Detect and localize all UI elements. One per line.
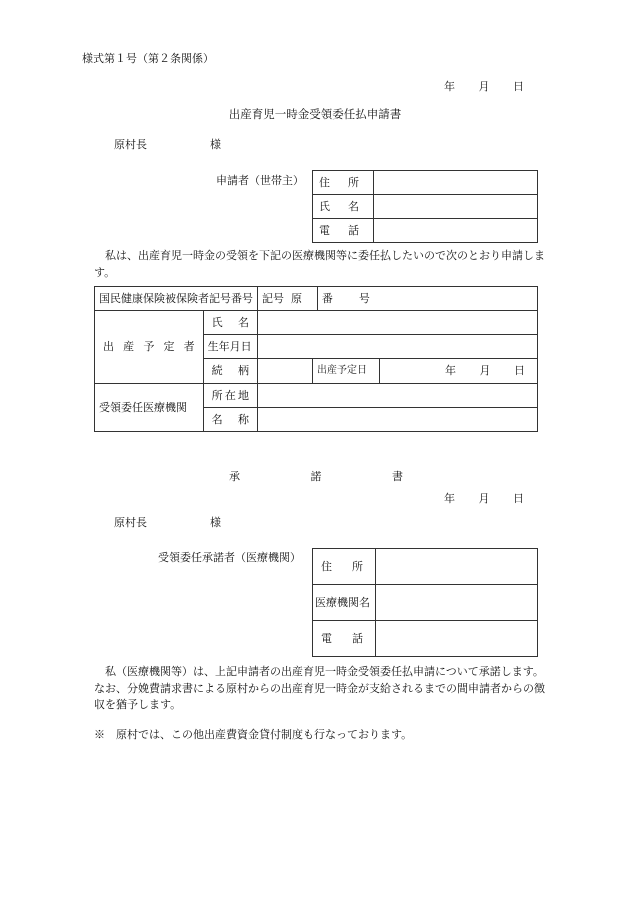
- relation-label-cell: [203, 359, 257, 384]
- location-input[interactable]: [258, 384, 538, 408]
- date-year-label: 年: [444, 80, 455, 93]
- acceptor-phone-label: 電 話: [321, 631, 363, 645]
- due-date-label: 出産予定日: [312, 359, 379, 383]
- applicant-table: [312, 170, 538, 243]
- applicant-label: 申請者（世帯主）: [216, 174, 304, 187]
- name-label: 氏 名: [319, 199, 359, 213]
- kigo-label: 記号: [262, 291, 284, 305]
- application-title: 出産育児一時金受領委任払申請書: [228, 107, 402, 121]
- applicant-address-input[interactable]: [374, 171, 538, 195]
- acceptor-address-label: 住 所: [321, 559, 363, 573]
- form-number: 様式第１号（第２条関係）: [82, 52, 214, 65]
- bango-label: 番 号: [321, 291, 370, 305]
- institution-label: 受領委任医療機関: [95, 384, 204, 432]
- date-month-label: 月: [478, 80, 490, 93]
- acceptor-phone-cell: [313, 621, 376, 657]
- consent-title: [229, 470, 403, 483]
- footnote: ※ 原村では、この他出産費資金貸付制度も行なっております。: [94, 728, 413, 741]
- acceptor-phone-input[interactable]: [376, 621, 538, 657]
- expectant-name-input[interactable]: [258, 311, 538, 335]
- location-label: 所 在 地: [211, 388, 249, 402]
- bango-cell[interactable]: [317, 287, 537, 311]
- consent-addressee-name: 原村長: [114, 516, 147, 529]
- application-date: [444, 80, 524, 93]
- inst-name-input[interactable]: [258, 408, 538, 432]
- consent-year-label: 年: [444, 492, 455, 505]
- consent-statement: 私（医療機関等）は、上記申請者の出産育児一時金受領委任払申請について承諾します。なお、分娩費請求書による原村からの出産育児一時金が支給されるまでの間申請者からの徴収を猶予します。: [94, 665, 545, 711]
- relation-input[interactable]: [258, 359, 312, 383]
- addressee-name: 原村長: [114, 138, 147, 151]
- acceptor-address-input[interactable]: [376, 549, 538, 585]
- details-table: [94, 286, 538, 432]
- address-label: 住 所: [319, 175, 359, 189]
- consent-title-char-1: 承: [229, 470, 240, 483]
- acceptor-table: [312, 548, 538, 657]
- consent-date: [444, 492, 524, 505]
- expectant-name-label-cell: [203, 311, 257, 335]
- due-month-label: 月: [479, 364, 491, 378]
- applicant-phone-input[interactable]: [374, 219, 538, 243]
- birthdate-input[interactable]: [258, 335, 538, 359]
- kigo-cell: [258, 287, 318, 311]
- relation-due-cell: [258, 359, 538, 384]
- kigo-value: 原: [291, 291, 302, 305]
- due-date-input[interactable]: [379, 359, 537, 383]
- consent-month-label: 月: [478, 492, 490, 505]
- relation-label: 続 柄: [211, 364, 249, 378]
- expectant-label: 出 産 予 定 者: [103, 340, 195, 354]
- phone-label: 電 話: [319, 223, 359, 237]
- acceptor-address-cell: [313, 549, 376, 585]
- addressee-honorific: 様: [210, 138, 221, 151]
- application-statement: 私は、出産育児一時金の受領を下記の医療機関等に委任払したいので次のとおり申請します。: [94, 249, 545, 279]
- applicant-phone-cell: [313, 219, 374, 243]
- birthdate-label: 生年月日: [203, 335, 257, 359]
- expectant-label-cell: [95, 311, 204, 384]
- consent-title-char-3: 書: [392, 470, 403, 483]
- applicant-name-input[interactable]: [374, 195, 538, 219]
- consent-title-char-2: 諾: [310, 470, 322, 483]
- applicant-address-cell: [313, 171, 374, 195]
- acceptor-label: 受領委任承諾者（医療機関）: [158, 551, 301, 564]
- expectant-name-label: 氏 名: [211, 315, 249, 329]
- inst-name-label-cell: [203, 408, 257, 432]
- applicant-name-cell: [313, 195, 374, 219]
- acceptor-institution-input[interactable]: [376, 585, 538, 621]
- acceptor-institution-label: 医療機関名: [313, 585, 376, 621]
- date-day-label: 日: [513, 80, 524, 93]
- consent-addressee-honorific: 様: [210, 516, 221, 529]
- insurance-number-label: 国民健康保険被保険者記号番号: [95, 287, 258, 311]
- due-day-label: 日: [514, 364, 525, 378]
- location-label-cell: [203, 384, 257, 408]
- due-year-label: 年: [445, 364, 456, 378]
- consent-day-label: 日: [513, 492, 524, 505]
- inst-name-label: 名 称: [211, 412, 249, 426]
